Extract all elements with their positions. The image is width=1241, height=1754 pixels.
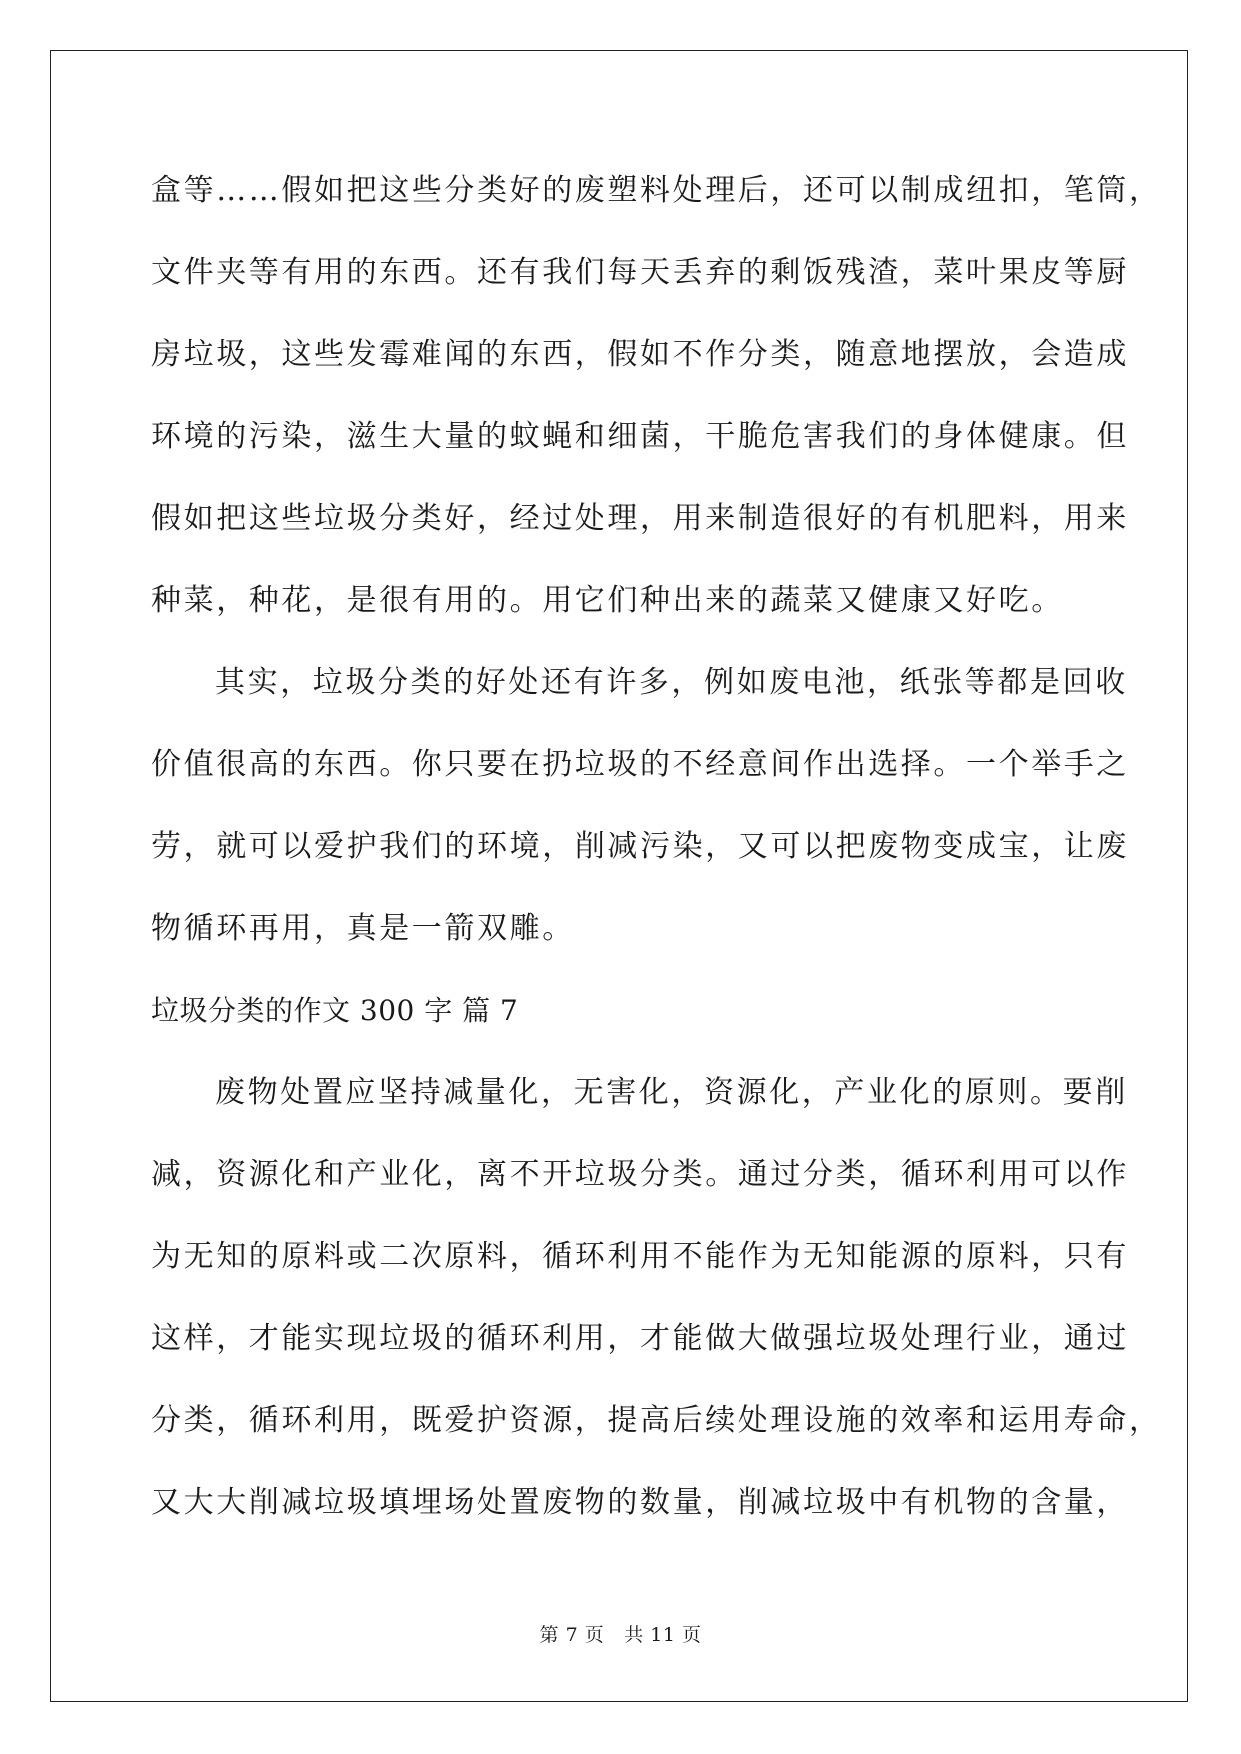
text-line: 这样，才能实现垃圾的循环利用，才能做大做强垃圾处理行业，通过	[151, 1321, 1129, 1356]
text-line: 文件夹等有用的东西。还有我们每天丢弃的剩饭残渣，菜叶果皮等厨	[151, 255, 1129, 290]
text-line: 劳，就可以爱护我们的环境，削减污染，又可以把废物变成宝，让废	[151, 829, 1129, 864]
page-number: 第 7 页	[539, 1624, 605, 1646]
text-line: 又大大削减垃圾填埋场处置废物的数量，削减垃圾中有机物的含量，	[151, 1485, 1129, 1520]
text-line: 种菜，种花，是很有用的。用它们种出来的蔬菜又健康又好吃。	[151, 583, 1064, 618]
page-total: 共 11 页	[624, 1624, 702, 1646]
text-line: 价值很高的东西。你只要在扔垃圾的不经意间作出选择。一个举手之	[151, 747, 1129, 782]
text-line: 物循环再用，真是一箭双雕。	[151, 911, 575, 946]
text-line: 分类，循环利用，既爱护资源，提高后续处理设施的效率和运用寿命，	[151, 1403, 1162, 1438]
text-line: 盒等……假如把这些分类好的废塑料处理后，还可以制成纽扣，笔筒，	[151, 173, 1162, 208]
section-heading: 垃圾分类的作文 300 字 篇 7	[151, 994, 519, 1027]
paragraph-start-line: 废物处置应坚持减量化，无害化，资源化，产业化的原则。要削	[215, 1075, 1128, 1110]
text-line: 房垃圾，这些发霉难闻的东西，假如不作分类，随意地摆放，会造成	[151, 337, 1129, 372]
page-footer	[0, 1620, 1241, 1647]
document-body	[151, 168, 1162, 1562]
paragraph-start-line: 其实，垃圾分类的好处还有许多，例如废电池，纸张等都是回收	[215, 665, 1128, 700]
text-line: 减，资源化和产业化，离不开垃圾分类。通过分类，循环利用可以作	[151, 1157, 1129, 1192]
text-line: 假如把这些垃圾分类好，经过处理，用来制造很好的有机肥料，用来	[151, 501, 1129, 536]
text-line: 环境的污染，滋生大量的蚊蝇和细菌，干脆危害我们的身体健康。但	[151, 419, 1129, 454]
text-line: 为无知的原料或二次原料，循环利用不能作为无知能源的原料，只有	[151, 1239, 1129, 1274]
